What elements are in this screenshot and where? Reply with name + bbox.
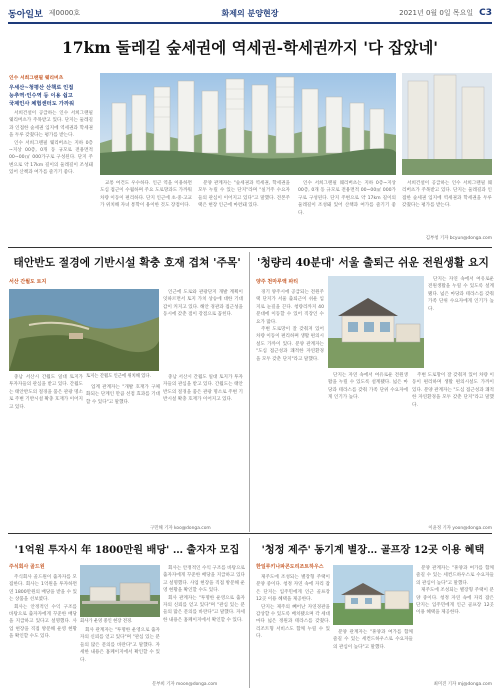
story1-paragraph: 교통 여건도 우수하다. 인근 역을 이용하면 도심 접근이 수월하며 주요 도로망과도 가까워 차량 이동이 편리하다. 단지 인근에 초·중·고교가 위치해 자녀 통학이 용이한 것도 장점이다. xyxy=(100,181,192,209)
story1-body-col1 xyxy=(9,110,93,242)
story4-byline: 문부희 기자 moon@donga.com xyxy=(152,682,218,687)
story1-body-col4 xyxy=(298,180,396,242)
story4-paragraph: 주식회사 골드원이 출자자를 모집한다. 회사는 1억원을 투자하면 연 1800만원의 배당을 받을 수 있는 상품을 선보였다. xyxy=(9,575,77,603)
story2-paragraph: 충남 서산시 간월도 일대 토지가 투자자들의 관심을 받고 있다. 간월도는 태안반도의 절경을 품은 관광 명소로 주변 기반시설 확충 호재가 이어지고 있다. xyxy=(163,375,243,403)
story3-kicker: 양주 천마루액 파티 xyxy=(256,279,299,285)
story3-paragraph: 경기 양주시에 공급되는 전원주택 단지가 서울 출퇴근이 쉬운 입지로 눈길을 끈다. 청량리까지 40분대에 이동할 수 있어 직장인 수요가 많다. xyxy=(256,290,324,325)
story5-byline: 최미진 기자 mj@donga.com xyxy=(433,682,492,687)
story5-headline: '청정 제주' 동기계 별장… 골프장 12곳 이용 혜택 xyxy=(261,544,485,556)
page-number: C3 xyxy=(479,8,492,18)
story2-kicker: 서산 간월도 토지 xyxy=(9,279,47,285)
story1-subhead-1: 우세산~청평산 산책로 인접 xyxy=(9,85,74,91)
story1-body-col3 xyxy=(198,180,290,242)
issue-number: 제0000호 xyxy=(48,9,81,17)
story1-headline: 17km 둘레길 숲세권에 역세권-학세권까지 '다 잡았네' xyxy=(61,38,439,57)
story5-paragraph: 분양 관계자는 "휴양과 여가를 함께 즐길 수 있는 세컨드하우스로 수요자들의 관심이 높다"고 말했다. xyxy=(333,630,413,650)
rendering-photo xyxy=(402,73,492,175)
story1-paragraph: 서희건설이 공급하는 인수 서희그랜필 웨리버츠가 주목받고 있다. 단지는 둘레길과 인접한 숲세권 입지에 역세권과 학세권을 두루 갖췄다는 평가를 받는다. xyxy=(402,181,492,209)
story4-kicker: 주식회사 골드원 xyxy=(9,564,45,570)
story3-paragraph: 단지는 자연 속에서 여유로운 전원생활을 누릴 수 있도록 설계됐다. 넓은 마당과 테라스를 갖춰 가족 단위 수요자에게 인기가 높다. xyxy=(328,373,408,401)
story5-paragraph: 제주도에 조성되는 별장형 주택이 분양 중이다. 청정 자연 속에 자리 잡은 단지는 입주민에게 인근 골프장 12곳 이용 혜택을 제공한다. xyxy=(416,588,494,616)
story2-byline: 구민해 기자 koo@donga.com xyxy=(150,526,211,531)
story2-paragraph: 인근에 도로와 관광단지 개발 계획이 잇따르면서 토지 가치 상승에 대한 기대감이 커지고 있다. 해안 경관과 접근성을 동시에 갖춘 점이 강점으로 꼽힌다. xyxy=(163,290,243,318)
section-title: 화제의 분양현장 xyxy=(221,8,279,18)
story4-body-col3 xyxy=(163,565,245,679)
story3-paragraph: 주변 도로망이 잘 갖춰져 있어 차량 이동이 편리하며 생활 편의시설도 가까이 있다. 분양 관계자는 "도심 접근성과 쾌적한 자연환경을 모두 갖춘 단지"라고 말했다. xyxy=(256,327,324,362)
story4-paragraph: 회사는 안정적인 수익 구조를 바탕으로 출자자에게 꾸준한 배당을 지급하고 있다고 설명했다. 사업 현장을 직접 방문해 운영 현황을 확인할 수도 있다. xyxy=(163,566,245,594)
story3-body-col1 xyxy=(256,289,324,524)
story2-paragraph: 업계 관계자는 "개발 호재가 구체화되는 단계인 만큼 선점 효과를 기대할 수 있다"고 말했다. xyxy=(86,385,160,405)
divider xyxy=(8,533,492,534)
story3-paragraph: 단지는 자연 속에서 여유로운 전원생활을 누릴 수 있도록 설계됐다. 넓은 마당과 테라스를 갖춰 가족 단위 수요자에게 인기가 높다. xyxy=(428,277,494,312)
column-divider xyxy=(249,252,250,532)
column-divider xyxy=(249,538,250,688)
story4-paragraph: 회사 관계자는 "투명한 운영으로 출자자의 신뢰를 얻고 있다"며 "관심 있는 분들의 많은 문의를 바란다"고 말했다. 자세한 내용은 홈페이지에서 확인할 수 있다. xyxy=(163,595,245,623)
story2-body-col2 xyxy=(163,289,243,371)
story2-photo-caption: 토지는 간월도 인근에 위치해 있다. xyxy=(86,374,151,379)
story5-paragraph: 단지는 제주의 빼어난 자연경관을 감상할 수 있도록 배치됐으며 각 세대마다 넓은 정원과 테라스를 갖췄다. 리조트형 서비스도 함께 누릴 수 있다. xyxy=(256,604,330,640)
story3-paragraph: 주변 도로망이 잘 갖춰져 있어 차량 이동이 편리하며 생활 편의시설도 가까이 있다. 분양 관계자는 "도심 접근성과 쾌적한 자연환경을 모두 갖춘 단지"라고 말했다. xyxy=(412,373,494,408)
story4-body-col2 xyxy=(80,627,160,686)
story5-body-col3 xyxy=(416,565,494,679)
story2-paragraph: 충남 서산시 간월도 일대 토지가 투자자들의 관심을 받고 있다. 간월도는 태안반도의 절경을 품은 관광 명소로 주변 기반시설 확충 호재가 이어지고 있다. xyxy=(9,375,83,410)
story1-byline: 김부청 기자 bcyun@donga.com xyxy=(425,236,492,241)
jeju-house-rendering xyxy=(333,565,413,625)
story1-paragraph: 서희건설이 공급하는 인수 서희그랜필 웨리버츠가 주목받고 있다. 단지는 둘레길과 인접한 숲세권 입지에 역세권과 학세권을 두루 갖췄다는 평가를 받는다. xyxy=(9,111,93,139)
story1-body-col2 xyxy=(100,180,192,242)
story1-paragraph: 인수 서희그랜필 웨리버츠는 지하 0층~지상 00층, 0개 동 규모로 전용면적 00~00㎡ 000가구로 구성된다. 단지 주변으로 약 17km 길이의 둘레길이 조성돼 있어 산책과 여가를 즐기기 좋다. xyxy=(9,140,93,176)
story4-paragraph: 회사 관계자는 "투명한 운영으로 출자자의 신뢰를 얻고 있다"며 "관심 있는 분들의 많은 문의를 바란다"고 말했다. 자세한 내용은 홈페이지에서 확인할 수 있다. xyxy=(80,628,160,663)
story5-paragraph: 제주도에 조성되는 별장형 주택이 분양 중이다. 청정 자연 속에 자리 잡은 단지는 입주민에게 인근 골프장 12곳 이용 혜택을 제공한다. xyxy=(256,575,330,603)
story5-paragraph: 분양 관계자는 "휴양과 여가를 함께 즐길 수 있는 세컨드하우스로 수요자들의 관심이 높다"고 말했다. xyxy=(416,566,494,586)
story4-headline: '1억원 투자시 年 1800만원 배당' … 출자자 모집 xyxy=(14,544,240,556)
story3-headline: '청량리 40분대' 서울 출퇴근 쉬운 전원생활 요지 xyxy=(257,256,489,269)
page-header xyxy=(8,4,492,24)
story3-body-col3 xyxy=(428,276,494,368)
story2-body-col1b xyxy=(86,384,160,524)
coastline-aerial-photo xyxy=(9,289,159,371)
divider xyxy=(8,247,492,248)
villa-rendering-photo xyxy=(328,276,424,368)
story5-body-col2 xyxy=(333,629,413,686)
story4-photo-caption: 회사가 운영 중인 현장 전경. xyxy=(80,619,133,624)
story2-body-col3 xyxy=(163,374,243,514)
story5-body-col1 xyxy=(256,574,330,686)
issue-date: 2021년 0월 0일 목요일 xyxy=(399,9,474,17)
apartment-complex-photo xyxy=(100,73,396,175)
story2-body-col1 xyxy=(9,374,83,524)
story1-subhead-2: 능추역·인수역 등 이용 쉽고 xyxy=(9,93,73,99)
story1-subhead-box xyxy=(9,75,93,108)
story3-body-col2 xyxy=(328,372,408,524)
newspaper-logo: 동아일보 xyxy=(8,9,43,20)
industrial-site-photo xyxy=(80,565,160,617)
story3-body-col4 xyxy=(412,372,494,517)
story2-headline: 태안반도 절경에 기반시설 확충 호재 겹쳐 '주목' xyxy=(13,256,241,269)
story1-paragraph: 분양 관계자는 "숲세권과 역세권, 학세권을 모두 누릴 수 있는 단지"라며 "실거주 수요자들의 관심이 이어지고 있다"고 말했다. 견본주택은 현장 인근에 마련돼 있다. xyxy=(198,181,290,209)
story1-subhead-3: 국제인사 체험센터도 가까워 xyxy=(9,101,75,107)
story1-paragraph: 인수 서희그랜필 웨리버츠는 지하 0층~지상 00층, 0개 동 규모로 전용면적 00~00㎡ 000가구로 구성된다. 단지 주변으로 약 17km 길이의 둘레길이 조성돼 있어 산책과 여가를 즐기기 좋다. xyxy=(298,181,396,216)
story1-kicker: 인수 서희그랜필 웨리버츠 xyxy=(9,76,64,81)
story4-paragraph: 회사는 안정적인 수익 구조를 바탕으로 출자자에게 꾸준한 배당을 지급하고 있다고 설명했다. 사업 현장을 직접 방문해 운영 현황을 확인할 수도 있다. xyxy=(9,604,77,640)
story4-body-col1 xyxy=(9,574,77,686)
story5-kicker: 한일루키나파콘도리조트하우스 xyxy=(256,564,324,570)
story3-byline: 이윤정 기자 yoon@donga.com xyxy=(428,526,492,531)
story1-body-col5 xyxy=(402,180,492,232)
